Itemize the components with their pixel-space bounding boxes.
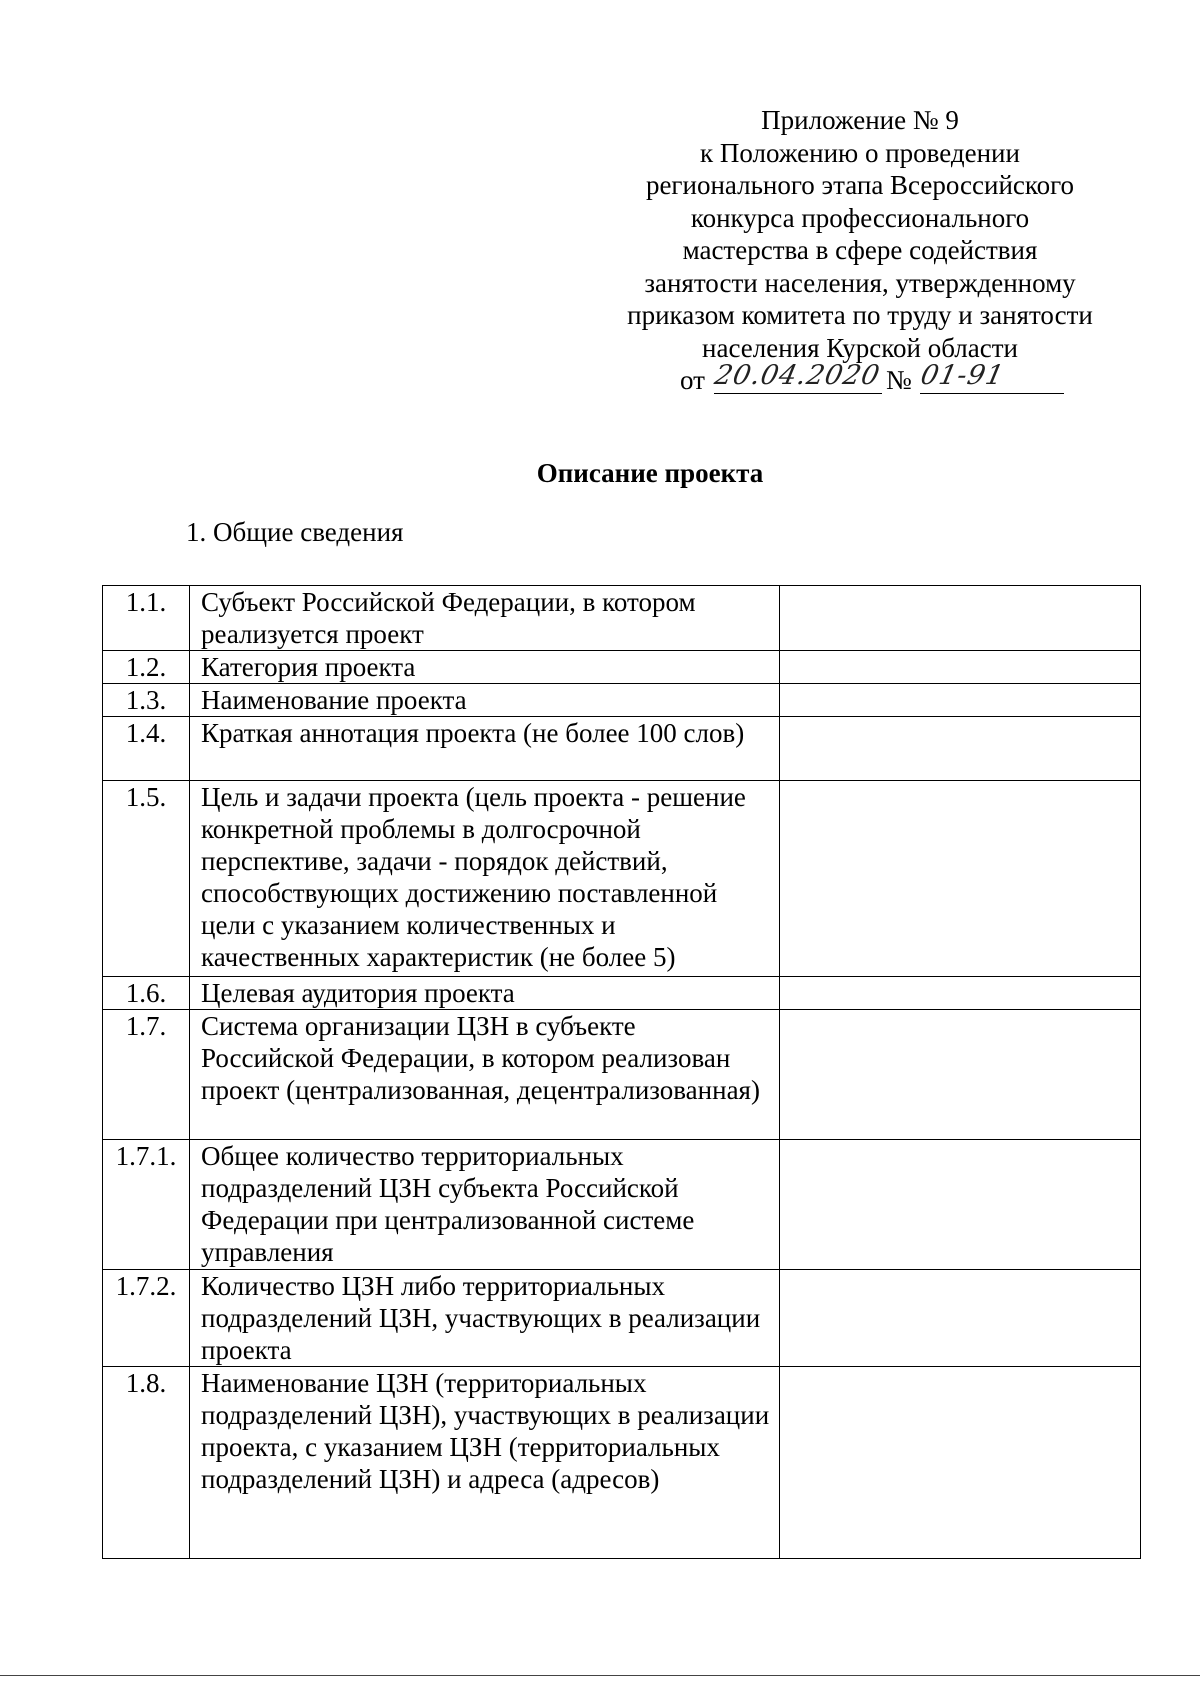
handwritten-date: 20.04.2020 [711,360,884,391]
table-row [103,781,1141,977]
header-line-appendix: Приложение № 9 [761,105,959,135]
row-value [780,717,1141,781]
header-line-mastery: мастерства в сфере содействия [682,235,1038,265]
row-label: Цель и задачи проекта (цель проекта - решение конкретной проблемы в долгосрочной перспективе, задачи - порядок действий, способствующих достижению поставленной цели с указанием количественных и качественных характеристик (не более 5) [190,781,780,977]
approval-header [590,104,1130,398]
row-number: 1.7.1. [103,1140,190,1270]
row-value [780,651,1141,684]
row-value [780,684,1141,717]
row-number: 1.4. [103,717,190,781]
row-value [780,1270,1141,1367]
table-row [103,1270,1141,1367]
row-label: Количество ЦЗН либо территориальных подразделений ЦЗН, участвующих в реализации проекта [190,1270,780,1367]
header-line-contest: конкурса профессионального [690,202,1030,233]
number-underline [920,393,1064,394]
table-row [103,1010,1141,1140]
handwritten-number: 01-91 [917,360,1008,391]
row-value [780,1010,1141,1140]
date-prefix: от [680,365,705,395]
table-row [103,1367,1141,1559]
header-line-stage: регионального этапа Всероссийского [645,170,1075,200]
number-prefix: № [886,365,912,395]
document-title: Описание проекта [536,458,764,488]
row-label: Общее количество территориальных подразделений ЦЗН субъекта Российской Федерации при централизованной системе управления [190,1140,780,1270]
row-number: 1.5. [103,781,190,977]
section-heading: 1. Общие сведения [186,517,404,547]
row-label: Категория проекта [190,651,780,684]
row-label: Краткая аннотация проекта (не более 100 слов) [190,717,780,781]
row-number: 1.8. [103,1367,190,1559]
header-line-order: приказом комитета по труду и занятости [627,300,1093,330]
page-bottom-rule [0,1675,1200,1676]
row-value [780,1140,1141,1270]
row-number: 1.3. [103,684,190,717]
row-value [780,781,1141,977]
header-line-region: населения Курской области [702,332,1018,363]
row-number: 1.7. [103,1010,190,1140]
table-row [103,717,1141,781]
row-value [780,977,1141,1010]
row-label: Субъект Российской Федерации, в котором реализуется проект [190,586,780,651]
table-row [103,1140,1141,1270]
row-label: Наименование проекта [190,684,780,717]
row-label: Целевая аудитория проекта [190,977,780,1010]
row-value [780,586,1141,651]
table-row [103,651,1141,684]
row-number: 1.7.2. [103,1270,190,1367]
table-row [103,977,1141,1010]
table-row [103,586,1141,651]
project-info-table [102,585,1141,1559]
header-line-regulation: к Положению о проведении [700,137,1020,168]
header-line-employment: занятости населения, утвержденному [644,267,1076,298]
row-label: Наименование ЦЗН (территориальных подразделений ЦЗН), участвующих в реализации проекта, с указанием ЦЗН (территориальных подразделений ЦЗН) и адреса (адресов) [190,1367,780,1559]
date-underline [714,393,882,394]
row-label: Система организации ЦЗН в субъекте Российской Федерации, в котором реализован проект (централизованная, децентрализованная) [190,1010,780,1140]
row-value [780,1367,1141,1559]
row-number: 1.1. [103,586,190,651]
table-row [103,684,1141,717]
row-number: 1.2. [103,651,190,684]
row-number: 1.6. [103,977,190,1010]
order-date-line [590,360,1130,398]
